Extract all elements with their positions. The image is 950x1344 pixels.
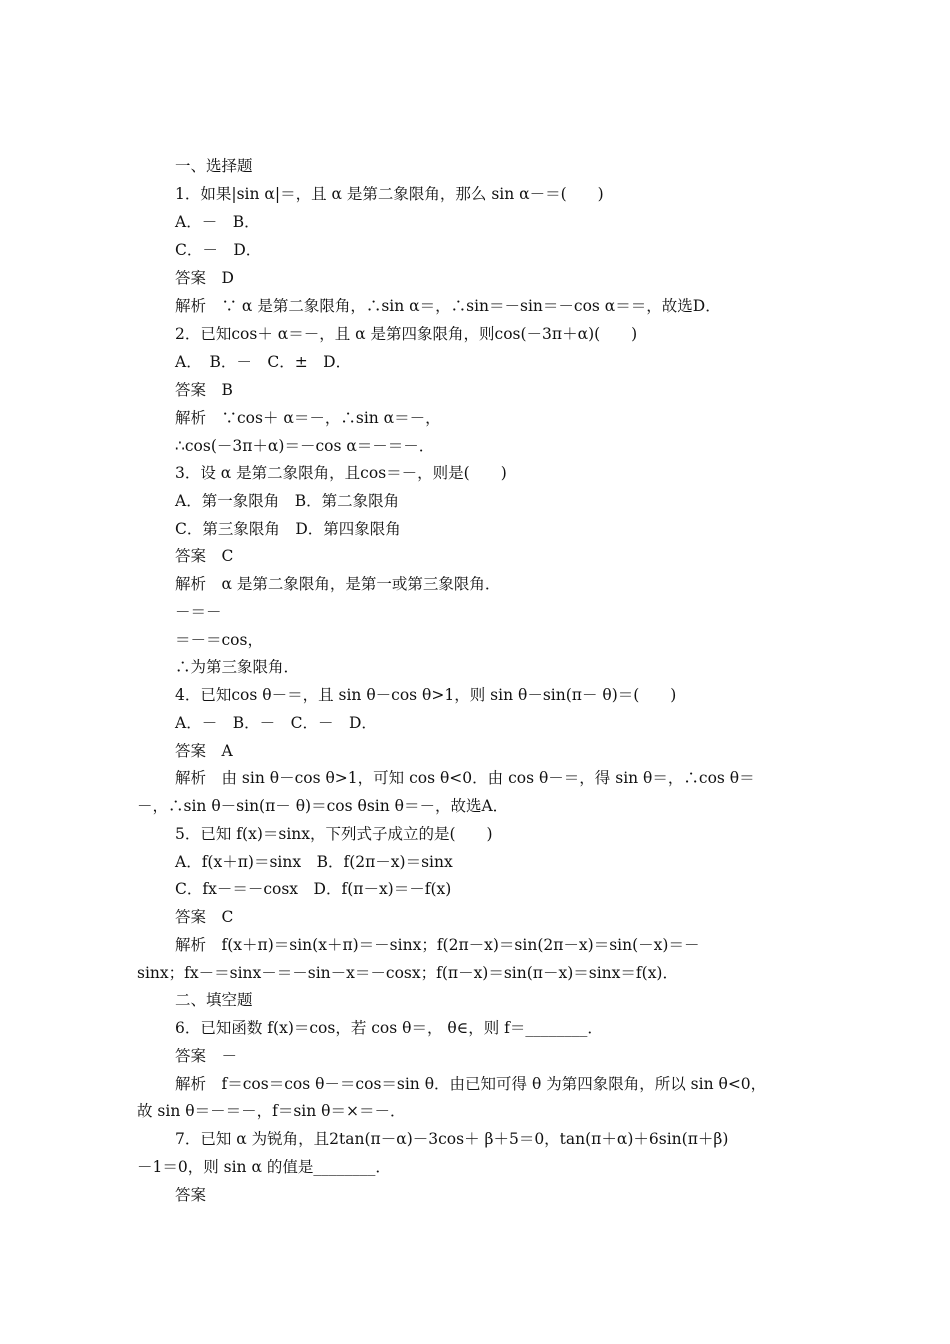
q5-answer: 答案 C: [175, 908, 234, 926]
question-2: 2．已知cos＋ α＝－，且 α 是第四象限角，则cos(－3π＋α)( ): [175, 325, 638, 343]
question-5: 5．已知 f(x)＝sinx，下列式子成立的是( ): [175, 825, 493, 843]
q5-explanation-1: 解析 f(x＋π)＝sin(x＋π)＝－sinx；f(2π－x)＝sin(2π－x)＝sin(－x)＝－: [175, 936, 700, 954]
section-heading-choice: 一、选择题: [175, 157, 253, 175]
q1-answer: 答案 D: [175, 269, 234, 287]
q6-explanation-2: 故 sin θ＝－＝－，f＝sin θ＝×＝－．: [137, 1102, 406, 1120]
q4-explanation-1: 解析 由 sin θ－cos θ>1，可知 cos θ<0．由 cos θ－＝，得 sin θ＝，∴cos θ＝: [175, 769, 755, 787]
q4-explanation-2: －，∴sin θ－sin(π－ θ)＝cos θsin θ＝－，故选A．: [137, 797, 509, 815]
question-7-line-2: －1＝0，则 sin α 的值是________．: [137, 1158, 391, 1176]
question-7-line-1: 7．已知 α 为锐角，且2tan(π－α)－3cos＋ β＋5＝0，tan(π＋α)＋6sin(π＋β): [175, 1130, 729, 1148]
q6-explanation-1: 解析 f＝cos＝cos θ－＝cos＝sin θ．由已知可得 θ 为第四象限角，所以 sin θ<0，: [175, 1075, 767, 1093]
q3-explanation-4: ∴为第三象限角．: [175, 658, 300, 676]
question-6: 6．已知函数 f(x)＝cos，若 cos θ＝， θ∈，则 f＝________．: [175, 1019, 603, 1037]
q2-explanation-2: ∴cos(－3π＋α)＝－cos α＝－＝－．: [175, 437, 435, 455]
q3-options-cd: C．第三象限角 D．第四象限角: [175, 520, 401, 538]
q7-answer: 答案: [175, 1186, 207, 1204]
q3-explanation-1: 解析 α 是第二象限角，是第一或第三象限角．: [175, 575, 501, 593]
question-1: 1．如果|sin α|＝，且 α 是第二象限角，那么 sin α－＝( ): [175, 185, 604, 203]
q1-options-cd: C．－ D．: [175, 241, 262, 259]
q2-options: A． B．－ C．± D．: [175, 353, 352, 371]
q2-answer: 答案 B: [175, 381, 233, 399]
q2-explanation-1: 解析 ∵cos＋ α＝－，∴sin α＝－，: [175, 409, 441, 427]
section-heading-fill: 二、填空题: [175, 991, 253, 1009]
q4-answer: 答案 A: [175, 742, 233, 760]
q5-explanation-2: sinx；fx－＝sinx－＝－sin－x＝－cosx；f(π－x)＝sin(π－x)＝sinx＝f(x)．: [137, 964, 678, 982]
q5-options-ab: A．f(x＋π)＝sinx B．f(2π－x)＝sinx: [175, 853, 453, 871]
q3-explanation-2: －＝－: [175, 603, 222, 621]
q6-answer: 答案 －: [175, 1047, 238, 1065]
q5-options-cd: C．fx－＝－cosx D．f(π－x)＝－f(x): [175, 880, 452, 898]
q1-options-ab: A．－ B．: [175, 213, 260, 231]
q3-explanation-3: ＝－＝cos，: [175, 631, 263, 649]
q4-options: A．－ B．－ C．－ D．: [175, 714, 377, 732]
question-4: 4．已知cos θ－＝，且 sin θ－cos θ>1，则 sin θ－sin(π－ θ)＝( ): [175, 686, 677, 704]
q3-answer: 答案 C: [175, 547, 234, 565]
question-3: 3．设 α 是第二象限角，且cos＝－，则是( ): [175, 464, 507, 482]
q1-explanation: 解析 ∵ α 是第二象限角，∴sin α＝，∴sin＝－sin＝－cos α＝＝，故选D．: [175, 297, 721, 315]
q3-options-ab: A．第一象限角 B．第二象限角: [175, 492, 400, 510]
